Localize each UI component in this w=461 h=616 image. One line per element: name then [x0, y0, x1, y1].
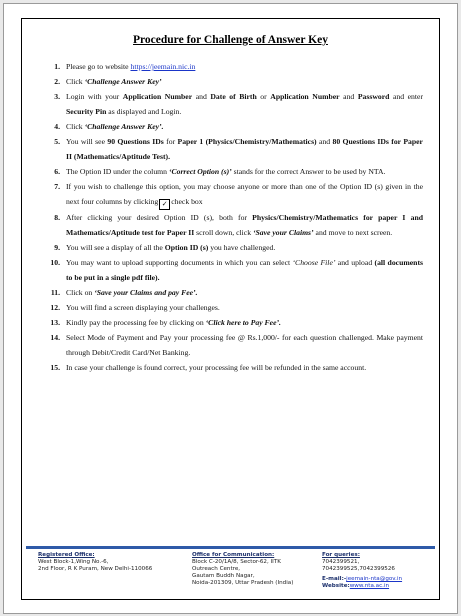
procedure-list: [38, 59, 423, 375]
address-line: Noida-201309, Uttar Pradesh (India): [192, 580, 294, 586]
step-text: and: [192, 92, 211, 101]
step-text: Password: [357, 92, 390, 101]
email-row: [322, 576, 402, 583]
step-text: you have challenged.: [208, 243, 276, 252]
step-text: Click: [66, 77, 85, 86]
step-text: stands for the correct Answer to be used by NTA.: [231, 167, 386, 176]
page-title: Procedure for Challenge of Answer Key: [133, 34, 328, 46]
step-number: 14.: [50, 333, 60, 342]
step-text: Option ID (s): [164, 243, 209, 252]
email-label: E-mail:-: [322, 576, 347, 582]
step-text: ‘Choose File’: [292, 258, 336, 267]
step-text: check box: [171, 197, 203, 206]
queries-contact: [322, 552, 402, 590]
communication-office-heading: Office for Communication:: [192, 552, 275, 558]
step-number: 6.: [54, 167, 60, 176]
list-item: [38, 134, 423, 164]
step-text: as displayed and Login.: [106, 107, 182, 116]
step-text: After clicking your desired Option ID (s), both for: [66, 213, 253, 222]
phone-number: 7042399521,: [322, 559, 360, 565]
step-number: 3.: [54, 92, 60, 101]
step-number: 13.: [50, 318, 60, 327]
step-number: 1.: [54, 62, 60, 71]
step-text: for: [163, 137, 178, 146]
website-row: [322, 583, 402, 590]
address-line: Outreach Centre,: [192, 566, 241, 572]
website-label: Website:: [322, 583, 350, 589]
step-number: 2.: [54, 77, 60, 86]
list-item: [38, 255, 423, 285]
step-text: You may want to upload supporting documents in which you can select: [66, 258, 293, 267]
step-text: ‘Correct Option (s)’: [168, 167, 232, 176]
footer-divider: [26, 546, 435, 549]
step-text: You will see a display of all the: [66, 243, 165, 252]
step-number: 12.: [50, 303, 60, 312]
step-text: Application Number: [122, 92, 193, 101]
step-text: In case your challenge is found correct, your processing fee will be refunded in the same account.: [66, 363, 367, 372]
step-number: 15.: [50, 363, 60, 372]
step-number: 4.: [54, 122, 60, 131]
list-item: [38, 179, 423, 210]
page-border: [21, 18, 440, 600]
step-number: 9.: [54, 243, 60, 252]
step-number: 10.: [50, 258, 60, 267]
registered-office: [38, 552, 152, 573]
step-text: ‘Click here to Pay Fee’.: [205, 318, 281, 327]
step-text: 80 Questions IDs for Paper II (Mathematics/Aptitude Test).: [66, 137, 423, 161]
list-item: [38, 164, 423, 179]
step-text: The Option ID under the column: [66, 167, 169, 176]
step-text: ‘Save your Claims’: [252, 228, 314, 237]
step-text: Select Mode of Payment and Pay your processing fee @ Rs.1,000/- for each question challenged. Make payment through Debit/Credit Card/Net Banking.: [66, 333, 423, 357]
step-text: Please go to website: [66, 62, 131, 71]
step-text: Physics/Chemistry/Mathematics for paper I and Mathematics/Aptitude test for Paper II: [66, 213, 423, 237]
address-line: Block C-20/1A/8, Sector-62, IITK: [192, 559, 281, 565]
list-item: [38, 300, 423, 315]
step-number: 11.: [50, 288, 60, 297]
step-text: and move to next screen.: [313, 228, 393, 237]
step-text: 90 Questions IDs: [107, 137, 164, 146]
step-text: ‘Challenge Answer Key’: [84, 77, 162, 86]
step-text: You will find a screen displaying your challenges.: [66, 303, 220, 312]
list-item: [38, 74, 423, 89]
address-line: West Block-1,Wing No.-6,: [38, 559, 109, 565]
step-text: and upload: [335, 258, 375, 267]
step-text: and: [339, 92, 358, 101]
step-text: scroll down, click: [194, 228, 253, 237]
step-text: You will see: [66, 137, 108, 146]
queries-heading: For queries:: [322, 552, 360, 558]
list-item: [38, 315, 423, 330]
email-link[interactable]: jeemain-nta@gov.in: [346, 576, 403, 582]
list-item: [38, 360, 423, 375]
address-line: 2nd Floor, R K Puram, New Delhi-110066: [38, 566, 153, 572]
document-page: [3, 3, 458, 614]
step-text: ‘Challenge Answer Key’.: [84, 122, 164, 131]
checkbox-icon: ✓: [159, 199, 170, 210]
list-item: [38, 330, 423, 360]
step-text: and: [316, 137, 333, 146]
list-item: [38, 119, 423, 134]
communication-office: [192, 552, 293, 587]
step-text: Click on: [66, 288, 95, 297]
step-text: If you wish to challenge this option, you may choose anyone or more than one of the Option ID (s) given in the next four columns by clicking: [66, 182, 423, 206]
step-text: Kindly pay the processing fee by clicking on: [66, 318, 206, 327]
website-link[interactable]: https://jeemain.nic.in: [130, 62, 196, 71]
list-item: [38, 285, 423, 300]
list-item: [38, 210, 423, 240]
list-item: [38, 89, 423, 119]
list-item: [38, 59, 423, 74]
list-item: [38, 240, 423, 255]
step-number: 5.: [54, 137, 60, 146]
step-text: Application Number: [270, 92, 340, 101]
step-text: Date of Birth: [210, 92, 257, 101]
step-text: or: [256, 92, 271, 101]
step-text: Click: [66, 122, 85, 131]
step-text: and enter: [389, 92, 424, 101]
phone-number: 7042399525,7042399526: [322, 566, 395, 572]
registered-office-heading: Registered Office:: [38, 552, 95, 558]
step-text: Paper 1 (Physics/Chemistry/Mathematics): [177, 137, 317, 146]
step-number: 8.: [54, 213, 60, 222]
step-text: Security Pin: [66, 107, 107, 116]
step-text: ‘Save your Claims and pay Fee’.: [94, 288, 198, 297]
step-number: 7.: [54, 182, 60, 191]
step-text: Login with your: [66, 92, 123, 101]
address-line: Gautam Buddh Nagar,: [192, 573, 255, 579]
step-text: (all documents to be put in a single pdf file).: [66, 258, 423, 282]
website-url-link[interactable]: www.nta.ac.in: [349, 583, 390, 589]
